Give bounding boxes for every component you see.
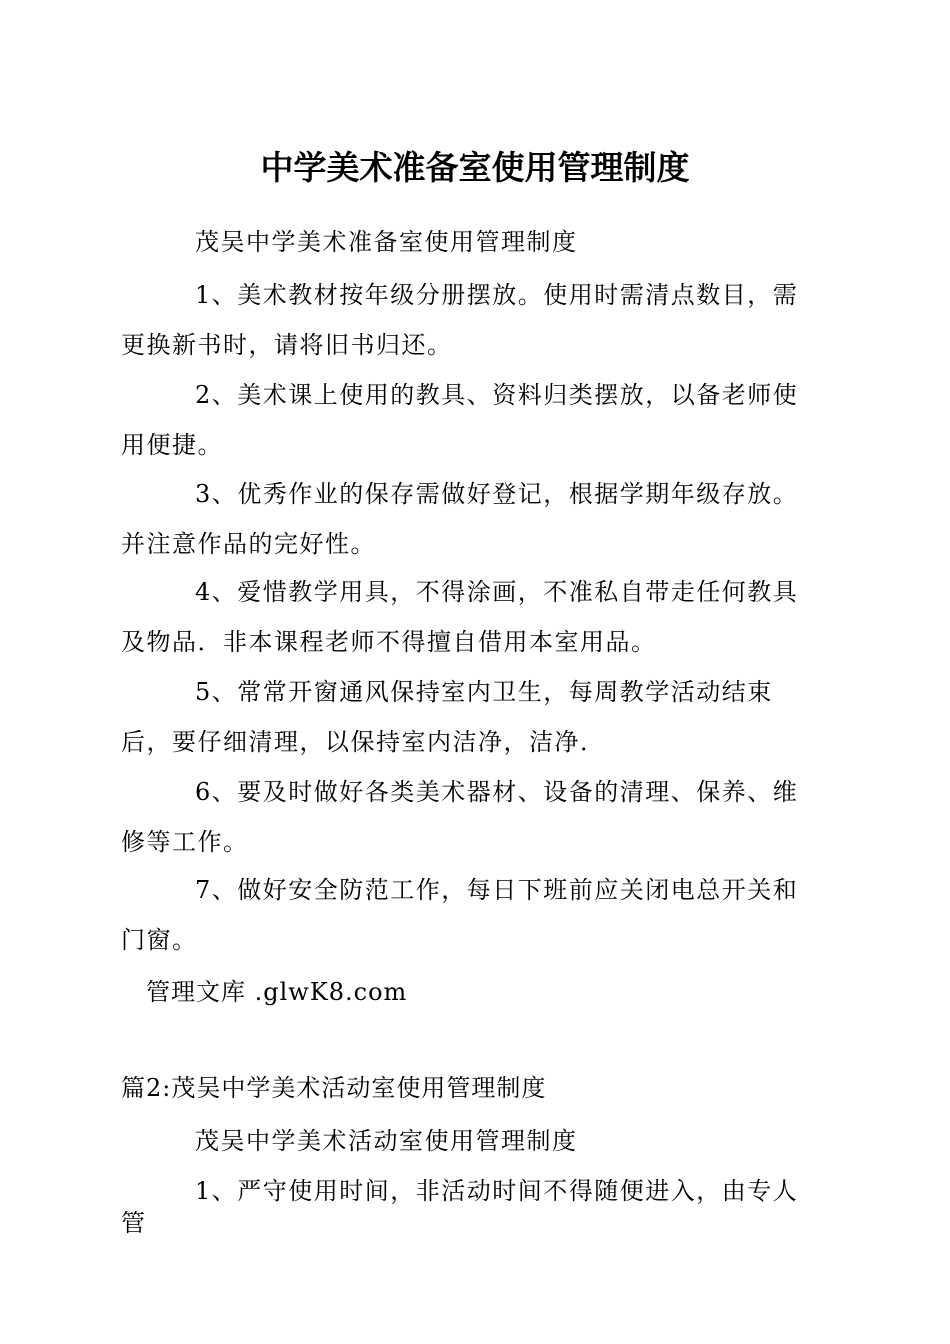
- source-note: 管理文库 .glwK8.com: [146, 978, 408, 1006]
- document-title: 中学美术准备室使用管理制度: [260, 148, 690, 187]
- rule-item-7: 7、做好安全防范工作，每日下班前应关闭电总开关和门窗。: [121, 876, 799, 954]
- rule-item-3: 3、优秀作业的保存需做好登记，根据学期年级存放。并注意作品的完好性。: [121, 480, 799, 558]
- document-subtitle: 茂吴中学美术准备室使用管理制度: [195, 228, 578, 256]
- rule-item-6: 6、要及时做好各类美术器材、设备的清理、保养、维修等工作。: [121, 778, 799, 856]
- rule-item-5: 5、常常开窗通风保持室内卫生，每周教学活动结束后，要仔细清理，以保持室内洁净，洁净．: [121, 678, 773, 756]
- section2-rule-item-1: 1、严守使用时间，非活动时间不得随便进入，由专人管: [121, 1177, 799, 1237]
- rule-item-4: 4、爱惜教学用具，不得涂画，不准私自带走任何教具及物品．非本课程老师不得擅自借用本室用品。: [121, 578, 799, 656]
- rule-item-2: 2、美术课上使用的教具、资料归类摆放，以备老师使用便捷。: [121, 381, 799, 459]
- rule-item-1: 1、美术教材按年级分册摆放。使用时需清点数目，需更换新书时，请将旧书归还。: [121, 281, 799, 359]
- section2-heading: 篇2:茂吴中学美术活动室使用管理制度: [121, 1074, 547, 1102]
- section2-subtitle: 茂吴中学美术活动室使用管理制度: [195, 1127, 578, 1155]
